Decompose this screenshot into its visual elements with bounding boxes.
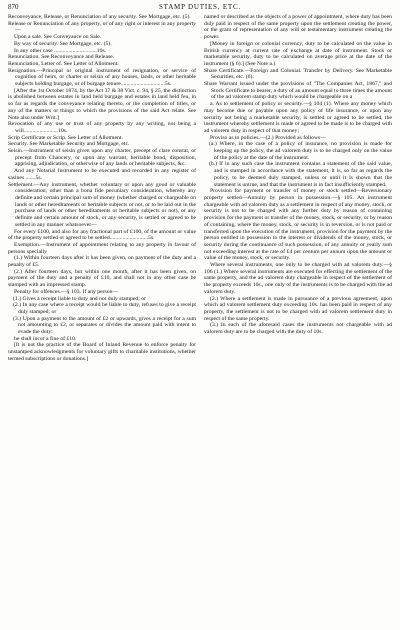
paragraph: Resignation.—Principal or original instrument of resignation, or service of cognition of heirs, or charter or seisin of any houses, lands, or other heritable subjects holding burgage, or of burgage tenure...............................5s. xyxy=(8,67,196,88)
running-title: STAMP DUTIES, ETC. xyxy=(158,3,242,11)
paragraph: For every £100, and also for any fractional part of £100, of the amount or value of the property settled or agreed to be settled...........................5s. xyxy=(8,228,196,242)
page-header xyxy=(8,3,392,13)
paragraph: And any Notarial Instrument to be executed and recorded in any register of sasines .......5s. xyxy=(8,168,196,181)
paragraph: a. As to settlement of policy or security.—§ 104 (1). Where any money which may become due or payable upon any policy of life insurance, or upon any security not being a marketable security, is settled or agreed to be settled, the instrument whereby settlement is made or agreed to be made is to be charged with ad valorem duty in respect of that money; xyxy=(204,101,392,134)
paragraph: Renunciation, Letter of. See Letter of Allotment. xyxy=(8,60,119,67)
paragraph: (1.) Within fourteen days after it has been given, on payment of the duty and a penalty of £5. xyxy=(8,255,196,269)
left-column xyxy=(8,14,196,363)
paragraph: Exemption.—Instrument of appointment relating to any property in favour of persons specially xyxy=(8,241,196,255)
paragraph: (2.) After fourteen days, but within one month, after it has been given, on payment of the duty and a penalty of £10, and shall not in any other case be stamped with an impressed stamp. xyxy=(8,268,196,289)
paragraph: Scrip Certificate or Scrip. See Letter of Allotment. xyxy=(8,134,123,141)
paragraph: (2.) In any case where a receipt would be liable to duty, refuses to give a receipt duly stamped; or xyxy=(13,302,196,315)
paragraph: Proviso as to policies.—(2.) Provided as follows— xyxy=(210,134,326,141)
paragraph: Renunciation. See Reconveyance and Release. xyxy=(8,54,115,61)
paragraph: Upon a sale. See Conveyance on Sale. xyxy=(14,34,102,41)
paragraph: Seisin.—Instrument of seisin given upon any charter, precept of clare constat, or precept from Chancery, or upon any warrant, heritable bond, disposition, apprising, adjudication, or otherwise of any lands or heritable subjects, &c. xyxy=(8,148,196,168)
paragraph: (1.) Gives a receipt liable to duty and not duly stamped; or xyxy=(13,295,146,302)
paragraph: In any other case ..............................10s. xyxy=(14,47,107,54)
paragraph: Settlement.—Any instrument, whether voluntary or upon any good or valuable consideration, other than a bona fide pecuniary consideration, whereby any definite and certain principal sum of money (whether charged or chargeable on lands or other hereditaments or heritable subjects or not, or to be laid out in the purchase of lands or other hereditaments or heritable subjects or not), or any definite and certain amount of stock, or any security, is settled or agreed to be settled in any manner whatsoever— xyxy=(8,181,196,228)
paragraph: (b.) If in any such case the instrument contains a statement of the said value, and is stamped in accordance with the statement, it is, so far as regards the policy, to be deemed duly stamped, unless or until it is shown that the statement is untrue, and that the instrument is in fact insufficiently stamped. xyxy=(209,161,392,188)
paragraph: [Money in foreign or colonial currency, duty to be calculated on the value in British currency at current rate of exchange at date of instrument. Stock or marketable security, duty to be calculated on average price at the date of the instrument (§ 6).] (See Note a.) xyxy=(204,40,392,67)
paragraph: Release or Renunciation of any property, or of any right or interest in any property— xyxy=(8,20,196,34)
paragraph: (3.) Upon a payment to the amount of £2 or upwards, gives a receipt for a sum not amounting to £2, or separates or divides the amount paid with intent to evade the duty: xyxy=(13,315,196,336)
paragraph: [After the 1st October 1874, by the Act 37 & 38 Vict. c. 94, § 25, the distinction is abolished between estates in land held burgage and estates in land held feu, in so far as regards the conveyance relating thereto, or the completion of titles, or any of the matters or things to which the provisions of the said Act relate. See Note also under Writ.] xyxy=(8,87,196,121)
paragraph: [It is not the practice of the Board of Inland Revenue to enforce penalty for unstamped acknowledgments for voluntary gifts to charitable institutions, whether termed subscriptions or donations.] xyxy=(8,342,196,362)
paragraph: Security. See Marketable Security and Mortgage, etc. xyxy=(8,141,130,148)
paragraph: Reconveyance, Release, or Renunciation of any security. See Mortgage, etc. (5). xyxy=(8,14,191,20)
paragraph: (3.) In each of the aforesaid cases the instruments not chargeable with ad valorem duty are to be charged with the duty of 10s. xyxy=(204,322,392,336)
paragraph: By way of security. See Mortgage, etc. (5). xyxy=(14,40,112,47)
page-number: 870 xyxy=(8,3,19,11)
paragraph: Revocation of any use or trust of any property by any writing, not being a will........................10s. xyxy=(8,121,196,134)
paragraph: Penalty for offences.—§ 103. If any person— xyxy=(14,288,119,295)
paragraph: named or described as the objects of a power of appointment, where duty has been duly paid in respect of the same property upon the settlement creating the power, or the grant of representation of any will or testamentary instrument creating the power. xyxy=(204,14,392,41)
paragraph: Provision for payment or transfer of money or stock settled—Reversionary property settled—Annuity by person in possession.—§ 105. An instrument chargeable with ad valorem duty as a settlement in respect of any money, stock, or security is not to be charged with any further duty by reason of containing provision for the payment or transfer of the money, stock, or security, or by reason of containing, where the money, stock, or security is in reversion, or is not paid or transferred upon the execution of the instrument, provision for the payment by the person entitled in possession to the interest or dividends of the money, stock, or security during the continuance of such possession, of any annuity or yearly sum not exceeding interest at the rate of £4 per centum per annum upon the amount or value of the money, stock, or security. xyxy=(204,188,392,262)
paragraph: Share Certificate.—Foreign and Colonial. Transfer by Delivery. See Marketable Securities, etc. (6). xyxy=(204,67,392,81)
right-column xyxy=(204,14,392,336)
paragraph: Where several instruments, one only to be charged with ad valorem duty.—§ 106 (1.) Where several instruments are executed for effecting the settlement of the same property, and the ad valorem duty chargeable in respect of the settlement of the property exceeds 10s., one only of the instruments is to be charged with the ad valorem duty. xyxy=(204,262,392,295)
paragraph: he shall incur a fine of £10. xyxy=(14,335,77,342)
paragraph: Share Warrant issued under the provisions of "The Companies Act, 1867," and Stock Certificate to bearer, a duty of an amount equal to three times the amount of the ad valorem stamp duty which would be chargeable on a xyxy=(204,81,392,101)
paragraph: (a.) Where, in the case of a policy of insurance, no provision is made for keeping up the policy, the ad valorem duty is to be charged only on the value of the policy at the date of the instrument. xyxy=(209,141,392,161)
paragraph: (2.) Where a settlement is made in pursuance of a previous agreement, upon which ad valorem settlement duty exceeding 10s. has been paid in respect of any property, the settlement is not to be charged with ad valorem settlement duty in respect of the same property. xyxy=(204,295,392,322)
